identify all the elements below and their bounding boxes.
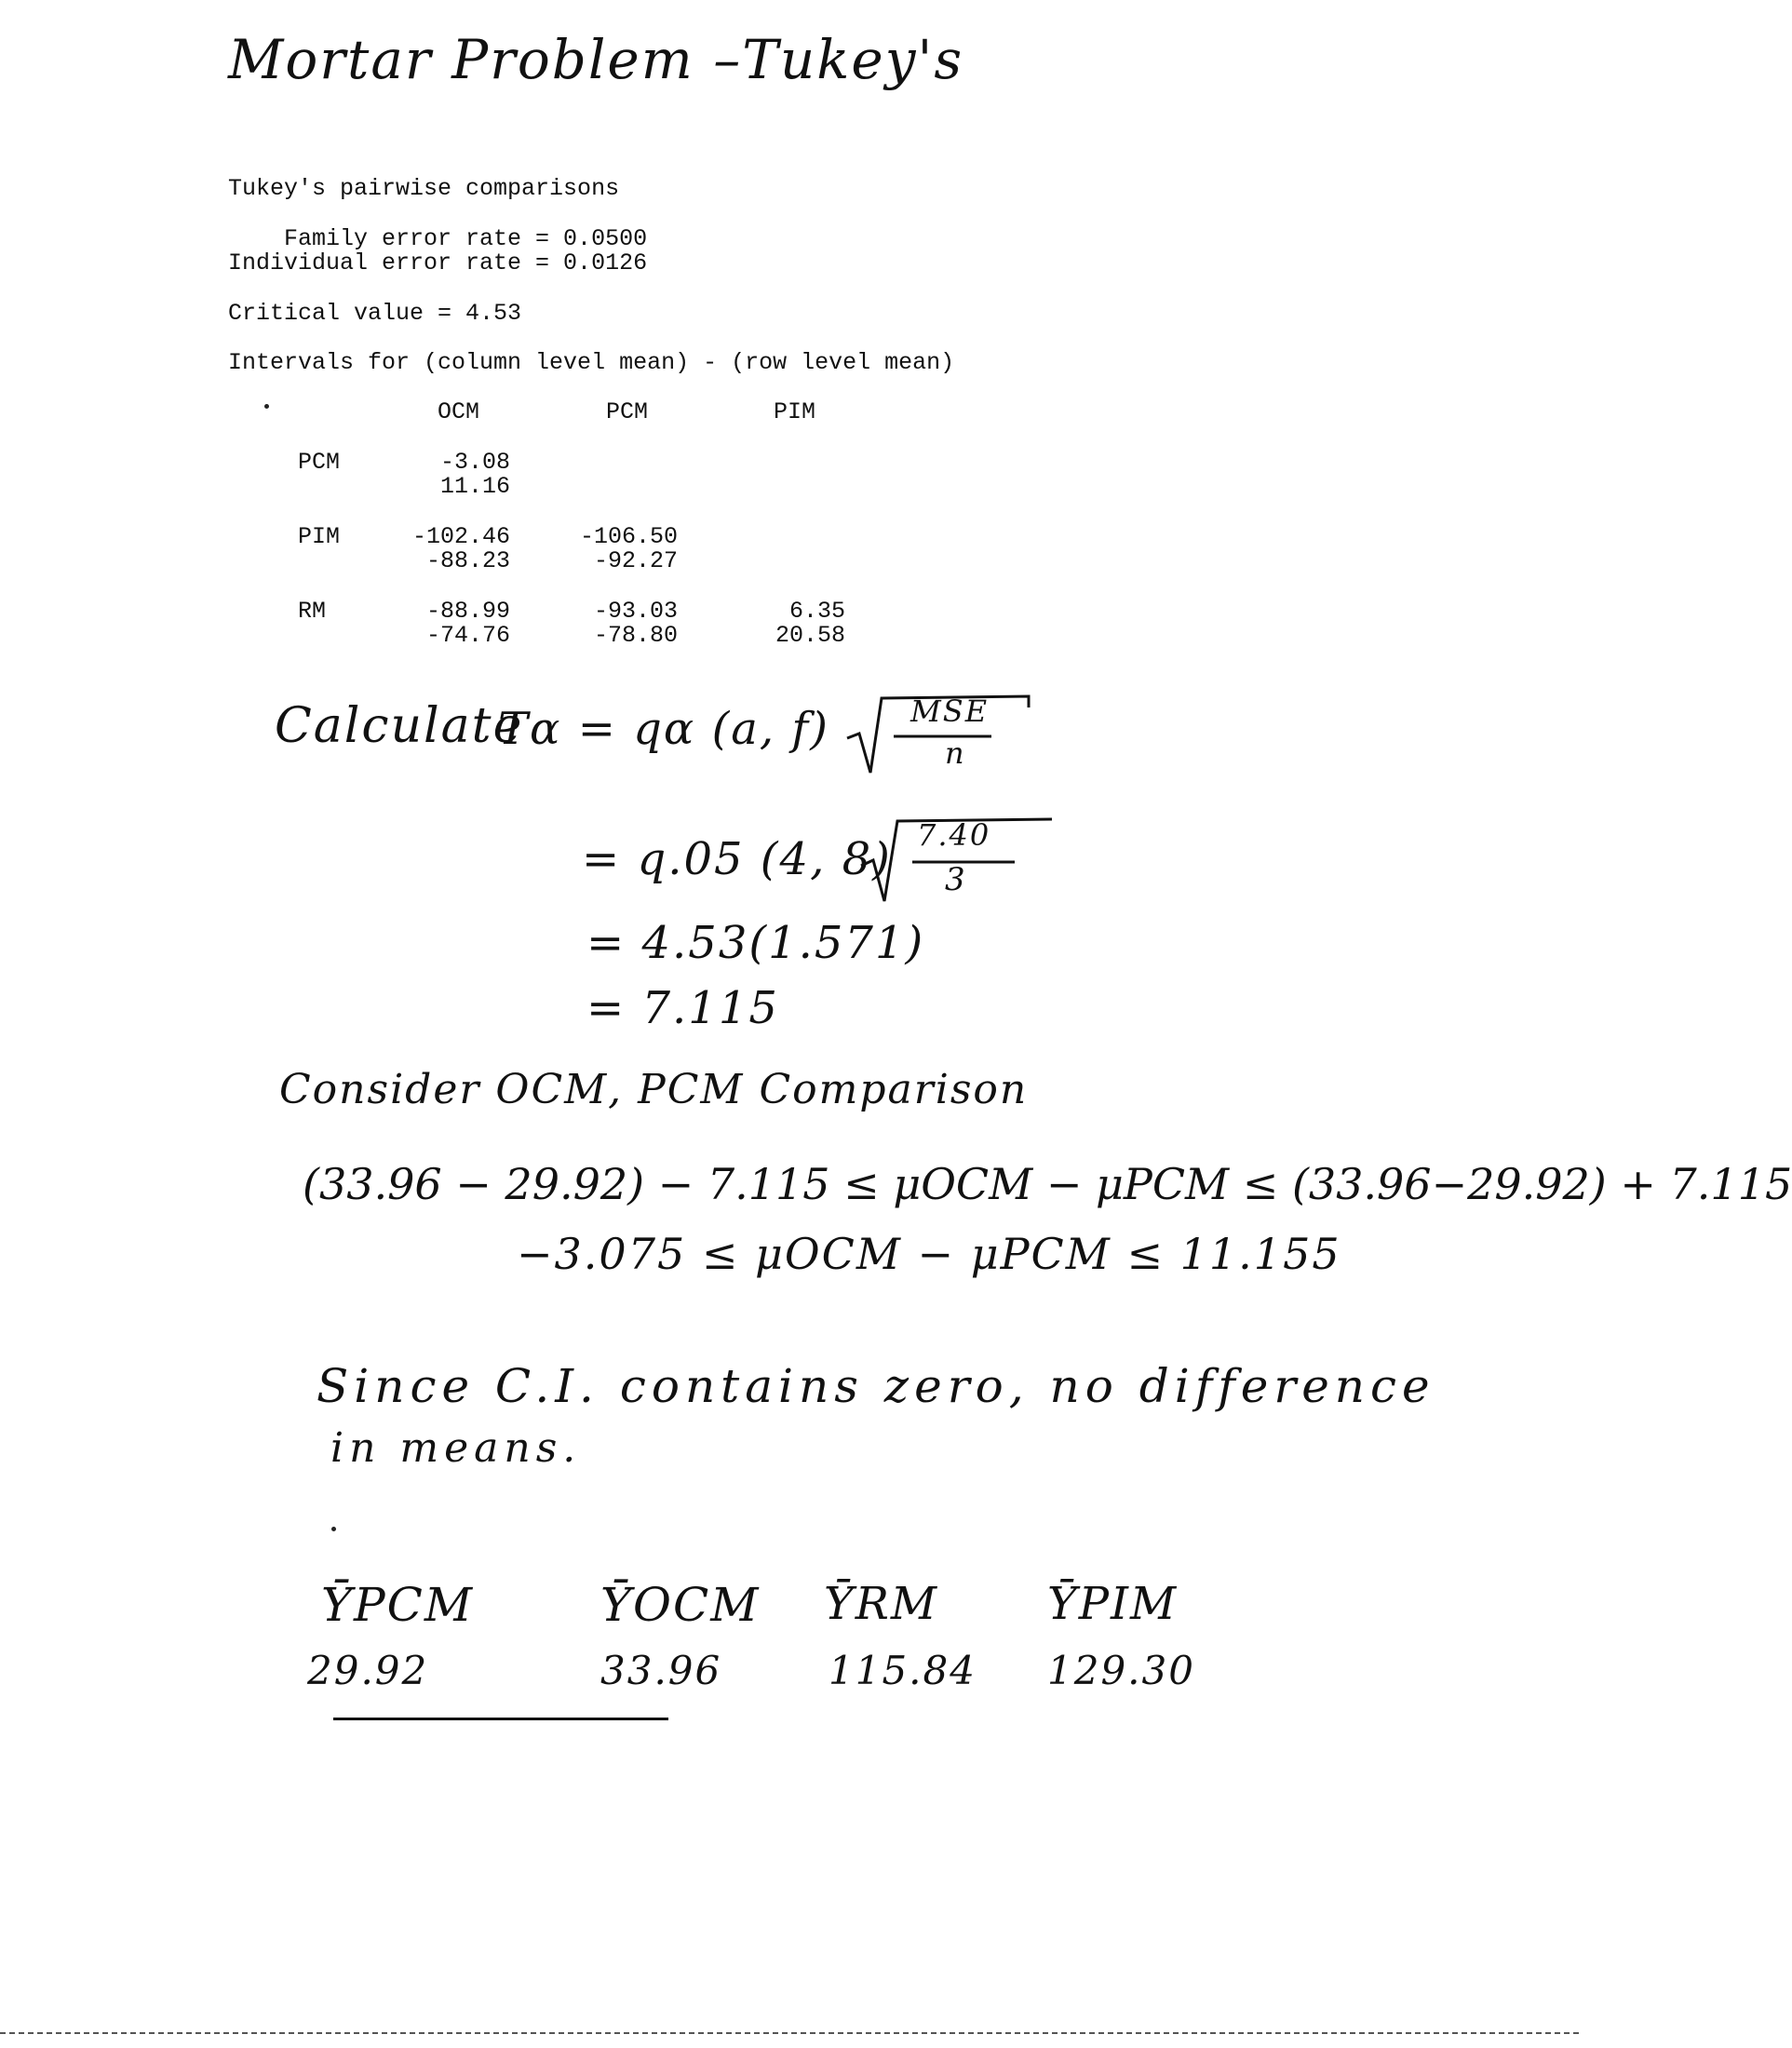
table-cell: 20.58 [775, 622, 845, 649]
table-cell: -93.03 [593, 598, 678, 625]
column-header-pcm: PCM [606, 398, 649, 425]
table-cell: -88.23 [425, 547, 510, 574]
mean-label: ȲRM [824, 1578, 938, 1630]
row-label-pcm: PCM [298, 449, 341, 476]
calculate-label: Calculate [275, 698, 524, 754]
intervals-heading: Intervals for (column level mean) - (row level mean) [228, 349, 955, 376]
column-header-pim: PIM [774, 398, 816, 425]
table-cell: 11.16 [439, 473, 510, 500]
row-label-rm: RM [298, 598, 327, 625]
mean-value: 129.30 [1047, 1648, 1195, 1693]
table-cell: 6.35 [788, 598, 845, 625]
tukey-formula: Tα = qα (a, f) [498, 703, 829, 755]
fraction-denominator: 3 [945, 861, 967, 898]
stray-dot [331, 1527, 336, 1531]
formula-step-2: = q.05 (4, 8) [582, 833, 892, 885]
confidence-inequality: (33.96 − 29.92) − 7.115 ≤ μOCM − μPCM ≤ (33.96−29.92) + 7.115 [303, 1159, 1792, 1209]
mean-label: ȲPIM [1047, 1578, 1179, 1630]
table-cell: -74.76 [425, 622, 510, 649]
table-cell: -106.50 [579, 523, 678, 550]
row-label-pim: PIM [298, 523, 341, 550]
fraction-denominator: n [945, 735, 966, 771]
confidence-interval-result: −3.075 ≤ μOCM − μPCM ≤ 11.155 [517, 1229, 1341, 1279]
family-error-rate: Family error rate = 0.0500 [228, 225, 648, 252]
formula-step-4: = 7.115 [586, 982, 779, 1034]
mean-label: ȲPCM [321, 1578, 475, 1632]
stray-dot [264, 404, 269, 409]
mean-label: ȲOCM [600, 1578, 761, 1632]
mean-value: 33.96 [600, 1648, 722, 1693]
table-cell: -3.08 [439, 449, 510, 476]
consider-heading: Consider OCM, PCM Comparison [279, 1066, 1029, 1113]
grouping-underline [333, 1718, 668, 1720]
table-cell: -92.27 [593, 547, 678, 574]
conclusion: Since C.I. contains zero, no difference [317, 1359, 1435, 1413]
output-heading: Tukey's pairwise comparisons [228, 175, 620, 202]
critical-value: Critical value = 4.53 [228, 300, 522, 327]
table-cell: -102.46 [411, 523, 510, 550]
scan-edge [0, 2032, 1579, 2035]
table-cell: -78.80 [593, 622, 678, 649]
mean-value: 115.84 [829, 1648, 977, 1693]
fraction-numerator: 7.40 [917, 817, 991, 853]
mean-value: 29.92 [307, 1648, 429, 1693]
conclusion: in means. [330, 1424, 582, 1472]
fraction-numerator: MSE [910, 694, 990, 729]
individual-error-rate: Individual error rate = 0.0126 [228, 249, 648, 276]
column-header-ocm: OCM [438, 398, 480, 425]
table-cell: -88.99 [425, 598, 510, 625]
page-title: Mortar Problem –Tukey's [228, 28, 964, 91]
formula-step-3: = 4.53(1.571) [586, 917, 925, 969]
